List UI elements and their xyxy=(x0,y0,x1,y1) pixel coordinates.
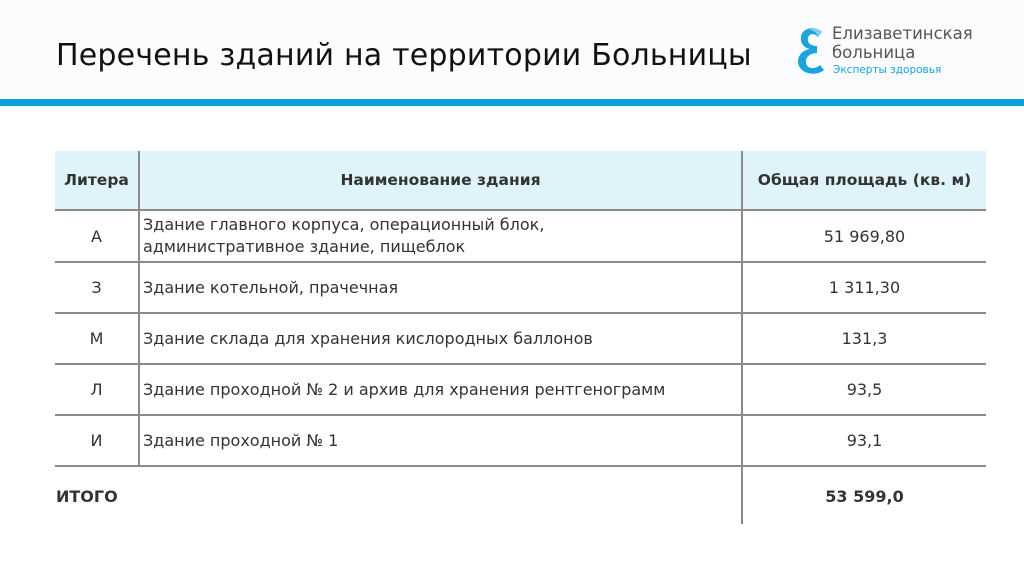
litera-cell: З xyxy=(55,263,140,312)
litera-cell: Л xyxy=(55,365,140,414)
hospital-logo xyxy=(796,24,996,80)
building-name-line2: административное здание, пищеблок xyxy=(143,237,466,256)
stylized-letter-e-icon xyxy=(796,24,826,78)
column-header-name: Наименование здания xyxy=(140,151,743,209)
area-cell: 93,5 xyxy=(846,380,883,399)
table-row xyxy=(55,263,986,314)
area-cell: 93,1 xyxy=(846,431,883,450)
logo-name xyxy=(832,24,973,62)
buildings-table xyxy=(55,151,986,524)
logo-name-line2: больница xyxy=(832,43,916,62)
table-row xyxy=(55,211,986,263)
page-title: Перечень зданий на территории Больницы xyxy=(56,38,752,73)
building-name-cell xyxy=(140,211,743,261)
litera-cell: И xyxy=(55,416,140,465)
building-name-line1: Здание главного корпуса, операционный блок, xyxy=(143,215,545,234)
building-name-cell: Здание склада для хранения кислородных баллонов xyxy=(140,314,743,363)
table-row xyxy=(55,365,986,416)
accent-bar xyxy=(0,99,1024,106)
logo-tagline: Эксперты здоровья xyxy=(833,64,942,76)
table-row xyxy=(55,314,986,365)
total-area: 53 599,0 xyxy=(825,487,904,506)
column-header-litera: Литера xyxy=(55,151,140,209)
area-cell: 1 311,30 xyxy=(828,278,901,297)
table-header-row xyxy=(55,151,986,211)
litera-cell: М xyxy=(55,314,140,363)
total-row xyxy=(55,467,986,524)
building-name-cell: Здание проходной № 2 и архив для хранения рентгенограмм xyxy=(140,365,743,414)
total-label: ИТОГО xyxy=(55,467,743,524)
logo-name-line1: Елизаветинская xyxy=(832,24,973,43)
area-cell: 131,3 xyxy=(841,329,888,348)
building-name-cell: Здание проходной № 1 xyxy=(140,416,743,465)
table-row xyxy=(55,416,986,467)
column-header-area: Общая площадь (кв. м) xyxy=(757,171,972,189)
area-cell: 51 969,80 xyxy=(823,226,906,246)
building-name-cell: Здание котельной, прачечная xyxy=(140,263,743,312)
litera-cell: А xyxy=(55,211,140,261)
